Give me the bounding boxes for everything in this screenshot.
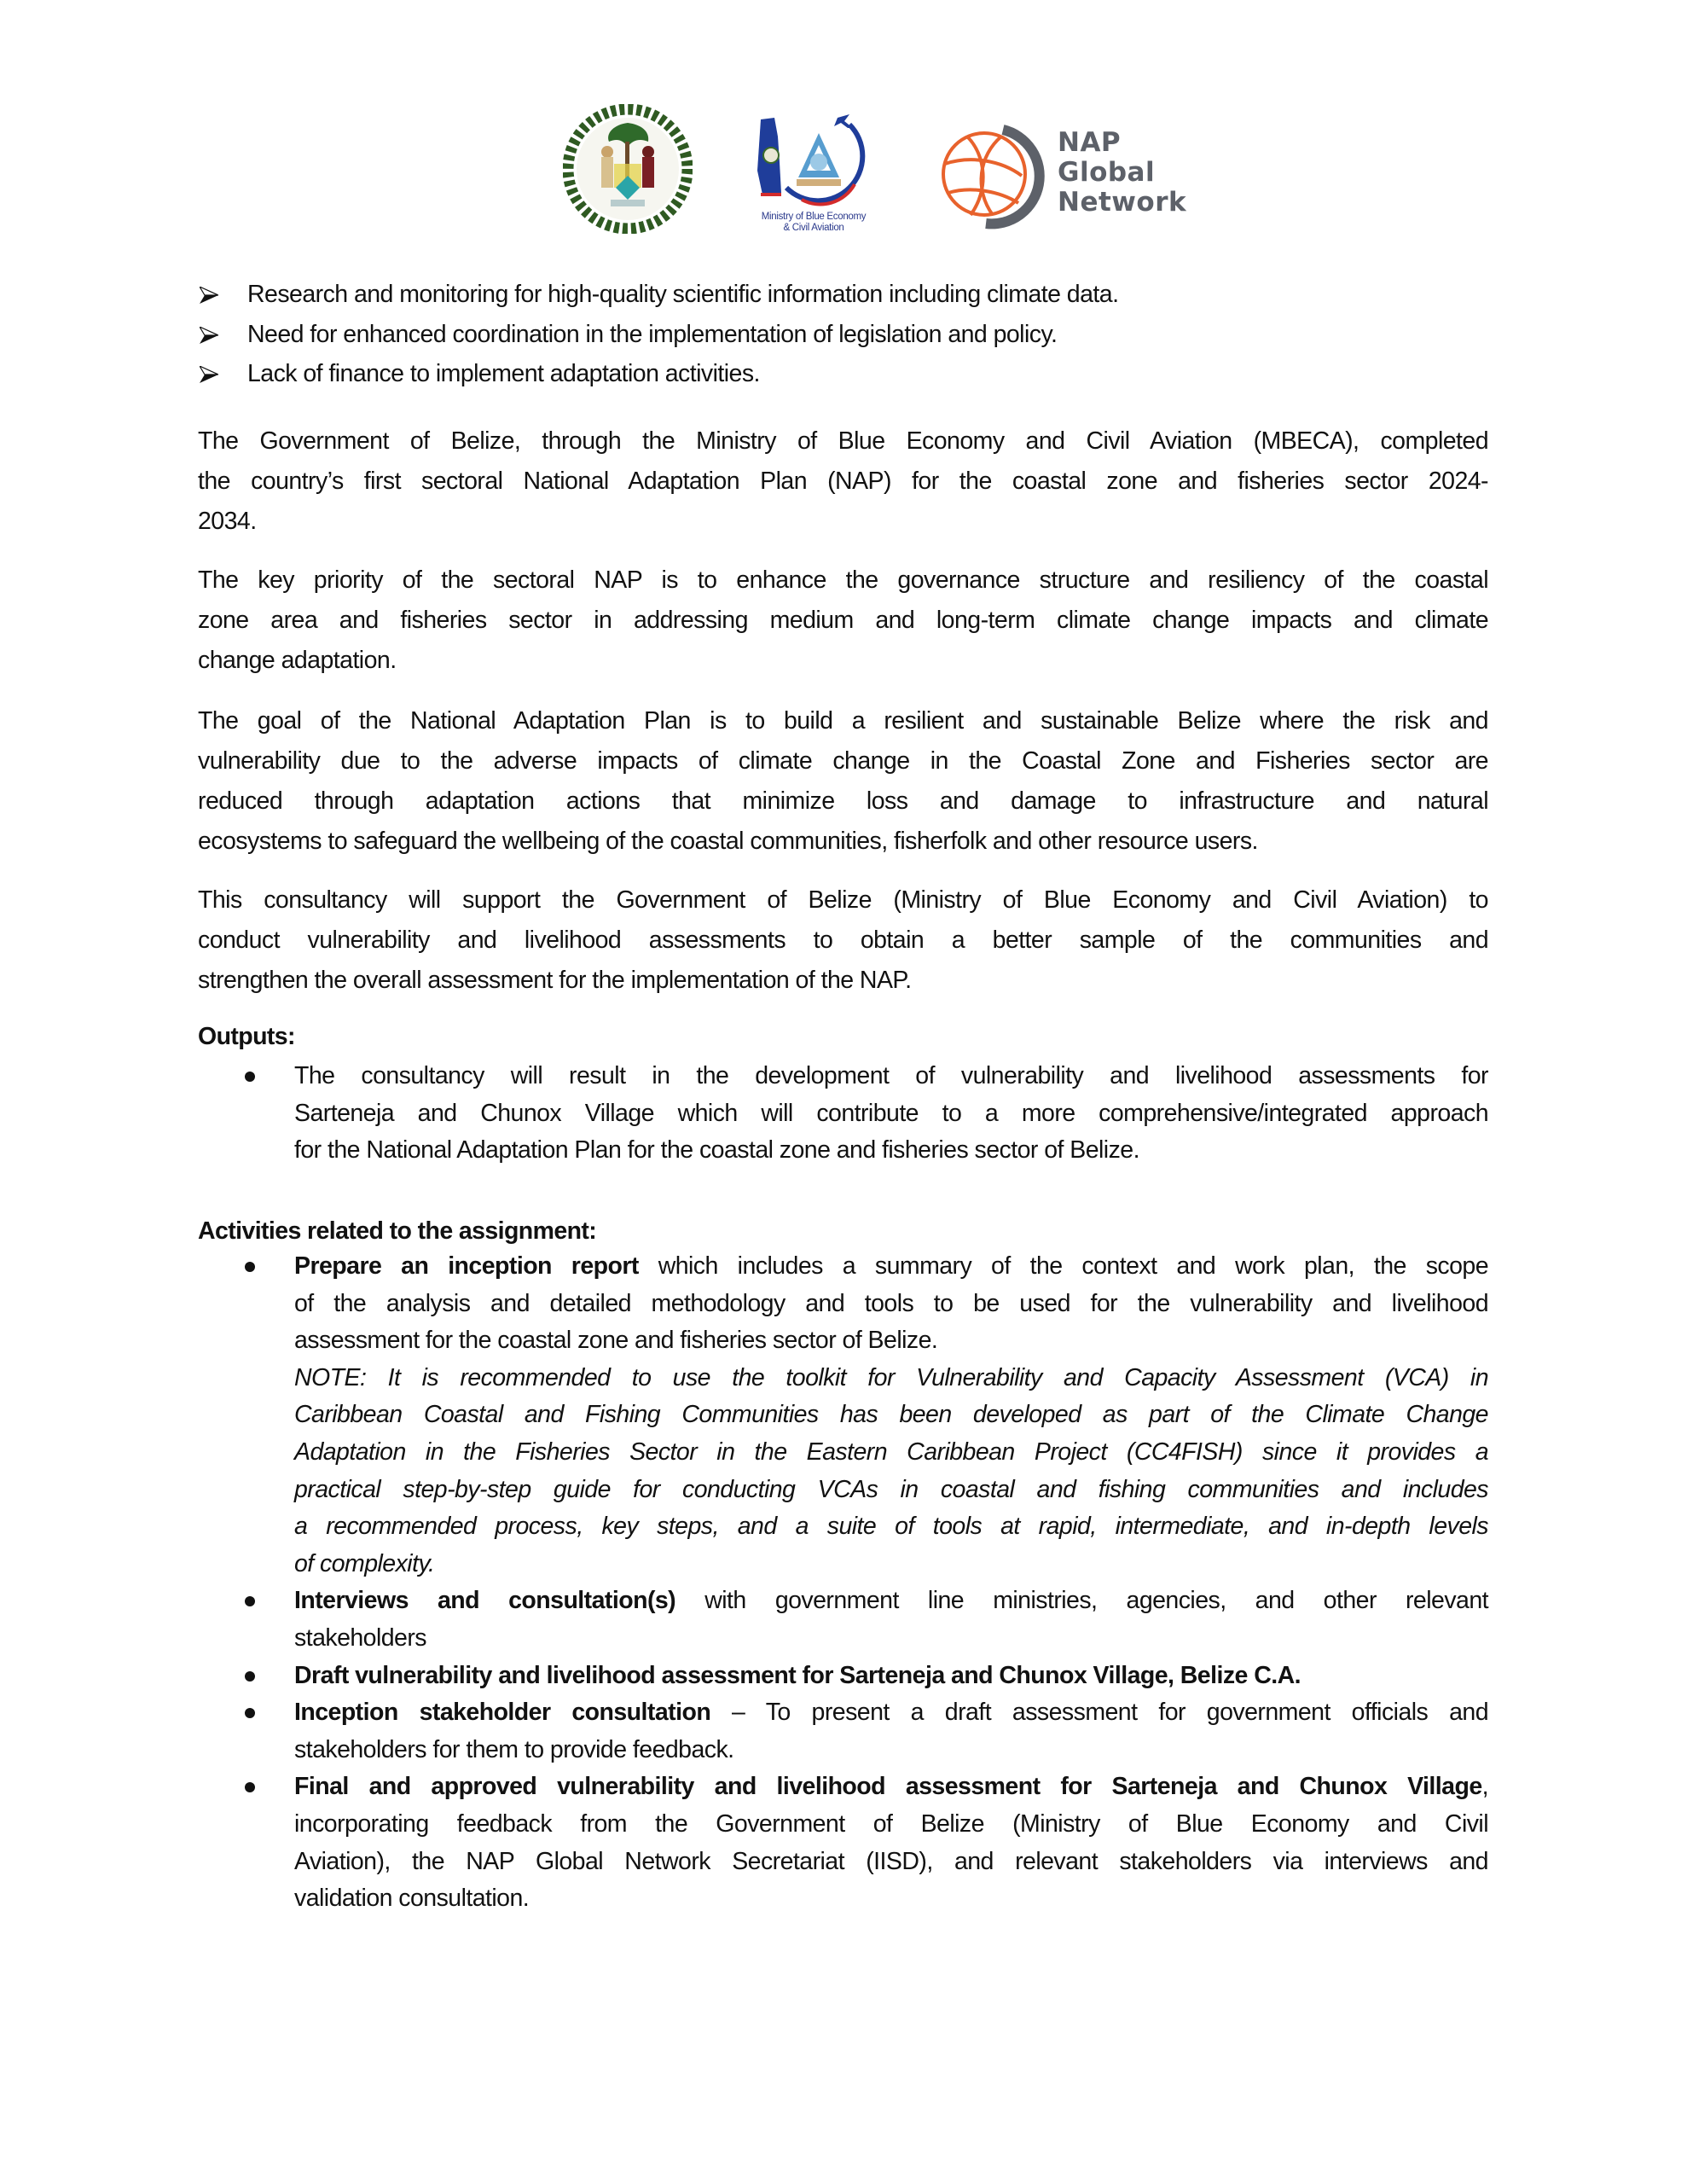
list-item-line: of the analysis and detailed methodology and tools to be used for the vulnerability and livelihood	[294, 1289, 1488, 1317]
list-item-line: Sarteneja and Chunox Village which will contribute to a more comprehensive/integrated approach	[294, 1099, 1488, 1127]
list-item	[198, 1583, 1488, 1657]
list-item-line: for the National Adaptation Plan for the coastal zone and fisheries sector of Belize.	[294, 1136, 1139, 1165]
paragraph-consultancy-support	[198, 880, 1488, 1001]
activities-list	[198, 1248, 1488, 1918]
paragraph-line: The key priority of the sectoral NAP is to enhance the governance structure and resiliency of the coastal	[198, 566, 1488, 594]
paragraph-line: strengthen the overall assessment for the implementation of the NAP.	[198, 967, 912, 994]
list-item-text: Lack of finance to implement adaptation activities.	[247, 360, 760, 387]
paragraph-line: 2034.	[198, 508, 257, 535]
list-item	[198, 1694, 1488, 1769]
ministry-logo-text-line-1: Ministry of Blue Economy	[761, 212, 867, 222]
bullet-dot-icon	[245, 1596, 255, 1606]
list-item-first-line	[294, 1694, 1488, 1732]
item-title: Inception stakeholder consultation	[294, 1699, 711, 1727]
paragraph-line: vulnerability due to the adverse impacts of climate change in the Coastal Zone and Fisheries sector are	[198, 747, 1488, 775]
challenges-list	[198, 275, 1488, 394]
bullet-dot-icon	[245, 1708, 255, 1718]
list-item	[198, 1248, 1488, 1583]
list-item-line: assessment for the coastal zone and fisheries sector of Belize.	[294, 1327, 938, 1355]
bullet-dot-icon	[245, 1072, 255, 1082]
list-item-first-line	[294, 1583, 1488, 1620]
item-text: which includes a summary of the context and work plan, the scope	[638, 1252, 1488, 1280]
paragraph-nap-goal	[198, 701, 1488, 862]
item-title: Draft vulnerability and livelihood assessment for Sarteneja and Chunox Village, Belize C.A.	[294, 1661, 1301, 1689]
nap-wordmark-line-1: NAP	[1058, 127, 1122, 158]
outputs-list	[198, 1058, 1488, 1170]
paragraph-line: change adaptation.	[198, 647, 397, 674]
item-title: Prepare an inception report	[294, 1252, 639, 1280]
bullet-dot-icon	[245, 1262, 255, 1272]
item-title: Interviews and consultation(s)	[294, 1587, 676, 1615]
note-line: Caribbean Coastal and Fishing Communities has been developed as part of the Climate Change	[294, 1401, 1488, 1429]
list-item-text: Need for enhanced coordination in the implementation of legislation and policy.	[247, 320, 1058, 348]
list-item-text: Research and monitoring for high-quality scientific information including climate data.	[247, 281, 1119, 308]
list-item-line: stakeholders for them to provide feedback.	[294, 1735, 734, 1763]
list-item	[198, 1058, 1488, 1170]
item-text: ,	[1481, 1773, 1488, 1801]
paragraph-line: The goal of the National Adaptation Plan is to build a resilient and sustainable Belize where the risk and	[198, 707, 1488, 735]
paragraph-line: conduct vulnerability and livelihood assessments to obtain a better sample of the communities and	[198, 926, 1488, 954]
item-text: – To present a draft assessment for government officials and	[710, 1699, 1488, 1727]
list-item	[198, 1769, 1488, 1917]
list-item	[198, 315, 1488, 355]
item-text: with government line ministries, agencies, and other relevant	[675, 1587, 1488, 1615]
note-line: Adaptation in the Fisheries Sector in the Eastern Caribbean Project (CC4FISH) since it provides a	[294, 1438, 1488, 1466]
note-line: of complexity.	[294, 1549, 435, 1577]
list-item-first-line	[294, 1248, 1488, 1286]
paragraph-line: This consultancy will support the Government of Belize (Ministry of Blue Economy and Civil Aviation) to	[198, 886, 1488, 914]
list-item-line: incorporating feedback from the Government of Belize (Ministry of Blue Economy and Civil	[294, 1809, 1488, 1838]
bullet-dot-icon	[245, 1782, 255, 1792]
list-item-line: stakeholders	[294, 1623, 426, 1652]
paragraph-key-priority	[198, 561, 1488, 681]
list-item-line: validation consultation.	[294, 1885, 530, 1913]
nap-wordmark-line-2: Global	[1058, 157, 1156, 188]
note-line: a recommended process, key steps, and a suite of tools at rapid, intermediate, and in-depth levels	[294, 1513, 1488, 1541]
note-line: practical step-by-step guide for conducting VCAs in coastal and fishing communities and includes	[294, 1475, 1488, 1503]
ministry-logo-text-line-2: & Civil Aviation	[783, 223, 844, 233]
nap-global-network-wordmark	[1058, 128, 1186, 218]
list-item	[198, 275, 1488, 315]
paragraph-nap-completion	[198, 421, 1488, 542]
paragraph-line: The Government of Belize, through the Ministry of Blue Economy and Civil Aviation (MBECA), completed	[198, 427, 1488, 455]
item-title: Final and approved vulnerability and livelihood assessment for Sarteneja and Chunox Village	[294, 1773, 1482, 1801]
activities-heading: Activities related to the assignment:	[198, 1217, 597, 1245]
outputs-heading: Outputs:	[198, 1023, 295, 1050]
paragraph-line: the country’s first sectoral National Adaptation Plan (NAP) for the coastal zone and fisheries sector 2024-	[198, 468, 1488, 495]
ministry-blue-economy-logo	[749, 111, 878, 239]
paragraph-line: zone area and fisheries sector in addressing medium and long-term climate change impacts and climate	[198, 607, 1488, 634]
nap-globe-icon	[936, 121, 1046, 230]
list-item-first-line	[294, 1658, 1488, 1695]
note-line: NOTE: It is recommended to use the toolkit for Vulnerability and Capacity Assessment (VCA) in	[294, 1363, 1488, 1391]
list-item-line: Aviation), the NAP Global Network Secretariat (IISD), and relevant stakeholders via interviews and	[294, 1847, 1488, 1875]
list-item	[198, 1658, 1488, 1695]
belize-coat-of-arms-icon	[563, 104, 693, 234]
nap-wordmark-line-3: Network	[1058, 187, 1187, 218]
list-item	[198, 354, 1488, 394]
paragraph-line: ecosystems to safeguard the wellbeing of the coastal communities, fisherfolk and other resource users.	[198, 828, 1258, 855]
paragraph-line: reduced through adaptation actions that minimize loss and damage to infrastructure and natural	[198, 787, 1488, 815]
list-item-line: The consultancy will result in the development of vulnerability and livelihood assessments for	[294, 1062, 1488, 1089]
bullet-dot-icon	[245, 1671, 255, 1682]
list-item-first-line	[294, 1769, 1488, 1806]
